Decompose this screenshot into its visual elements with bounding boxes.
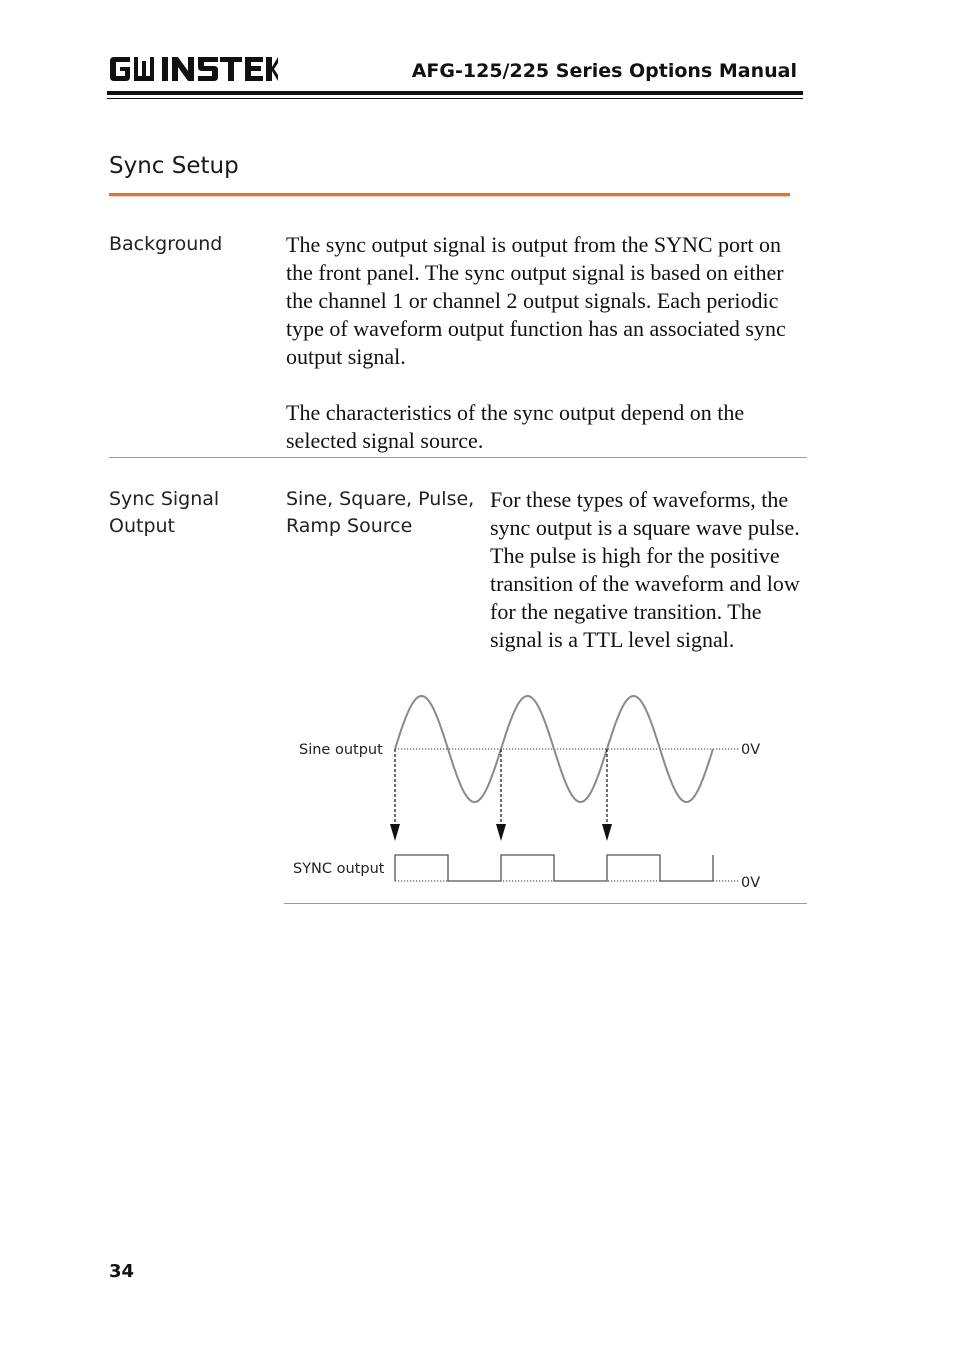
- page-number: 34: [109, 1261, 135, 1282]
- header-rule-thin: [107, 98, 803, 99]
- header-rule-thick: [107, 91, 803, 95]
- sync-source-label: Sine, Square, Pulse, Ramp Source: [286, 488, 475, 537]
- section-title: Sync Setup: [109, 153, 239, 179]
- sync-zero-label: 0V: [741, 875, 761, 891]
- background-paragraph-2: The characteristics of the sync output depend on the selected signal source.: [286, 400, 745, 453]
- sync-output-label: SYNC output: [293, 861, 385, 877]
- sine-output-label: Sine output: [299, 742, 383, 758]
- table-bottom-divider: [284, 903, 807, 904]
- section-underline: [109, 193, 790, 196]
- sync-signal-output-label: Sync Signal Output: [109, 488, 220, 537]
- sync-waveform-diagram: [285, 690, 785, 895]
- background-label: Background: [109, 233, 223, 255]
- sync-arrow-head: [390, 824, 400, 841]
- gw-instek-logo: [108, 55, 278, 83]
- sync-square-wave: [395, 855, 713, 881]
- sync-arrow-head: [496, 824, 506, 841]
- sync-description: For these types of waveforms, the sync output is a square wave pulse. The pulse is high for the positive transition of the waveform and low for the negative transition. The signal is a TTL level signal.: [490, 487, 800, 652]
- sine-zero-label: 0V: [741, 742, 761, 758]
- background-paragraph-1: The sync output signal is output from the SYNC port on the front panel. The sync output signal is based on either the channel 1 or channel 2 output signals. Each periodic type of waveform output function has an associated sync output signal.: [286, 232, 786, 369]
- row-divider: [109, 457, 807, 458]
- background-text: [286, 231, 806, 455]
- document-title: AFG-125/225 Series Options Manual: [411, 60, 797, 82]
- sync-arrow-head: [602, 824, 612, 841]
